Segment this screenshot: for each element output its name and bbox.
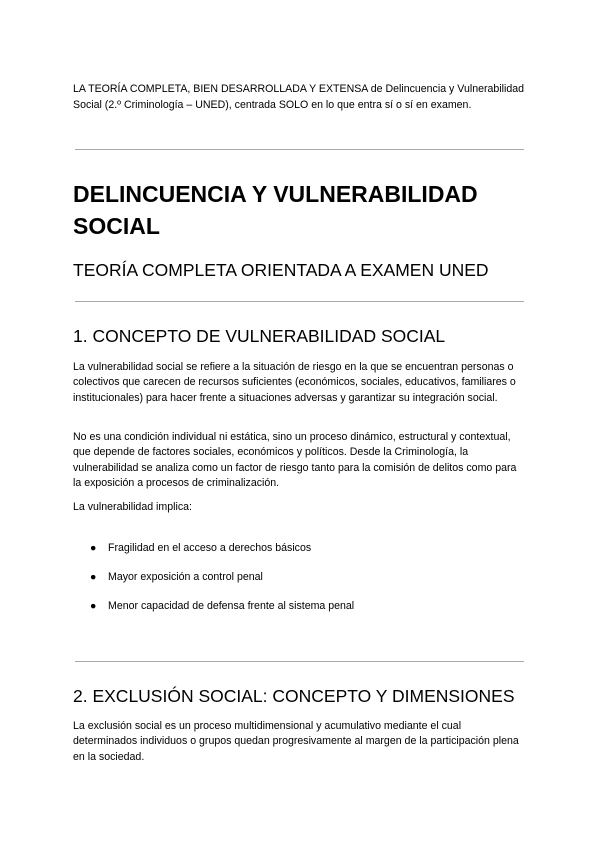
- intro-paragraph: LA TEORÍA COMPLETA, BIEN DESARROLLADA Y EXTENSA de Delincuencia y Vulnerabilidad Social (2.º Criminología – UNED), centrada SOLO en lo que entra sí o sí en examen.: [73, 83, 525, 111]
- divider: [75, 301, 524, 302]
- list-item: [90, 599, 354, 614]
- list-item-text: Mayor exposición a control penal: [108, 571, 263, 583]
- section-1-heading: 1. CONCEPTO DE VULNERABILIDAD SOCIAL: [73, 326, 446, 346]
- section-1-paragraph-1: La vulnerabilidad social se refiere a la situación de riesgo en la que se encuentran personas o colectivos que carecen de recursos suficientes (económicos, sociales, educativos, familiares o institucionales) para hacer frente a situaciones adversas y garantizar su integración social.: [73, 361, 516, 404]
- list-item-text: Fragilidad en el acceso a derechos básicos: [108, 542, 312, 554]
- divider: [75, 149, 524, 150]
- list-item: [90, 570, 263, 585]
- section-2-heading: 2. EXCLUSIÓN SOCIAL: CONCEPTO Y DIMENSIONES: [73, 686, 515, 706]
- divider: [75, 661, 524, 662]
- bullet-icon: ●: [90, 600, 97, 612]
- bullet-icon: ●: [90, 571, 97, 583]
- document-title: DELINCUENCIA Y VULNERABILIDAD SOCIAL: [73, 181, 478, 239]
- section-1-paragraph-2: No es una condición individual ni estática, sino un proceso dinámico, estructural y contextual, que depende de factores sociales, económicos y políticos. Desde la Criminología, la vulnerabilidad se analiza como un factor de riesgo tanto para la comisión de delitos como para la exposición a procesos de criminalización.: [73, 431, 517, 490]
- section-2-paragraph-1: La exclusión social es un proceso multidimensional y acumulativo mediante el cual determinados individuos o grupos quedan progresivamente al margen de la participación plena en la sociedad.: [73, 720, 519, 763]
- list-item: [90, 541, 311, 556]
- list-item-text: Menor capacidad de defensa frente al sistema penal: [108, 600, 355, 612]
- document-subtitle: TEORÍA COMPLETA ORIENTADA A EXAMEN UNED: [73, 260, 489, 280]
- bullet-icon: ●: [90, 542, 97, 554]
- section-1-paragraph-3: La vulnerabilidad implica:: [73, 501, 192, 513]
